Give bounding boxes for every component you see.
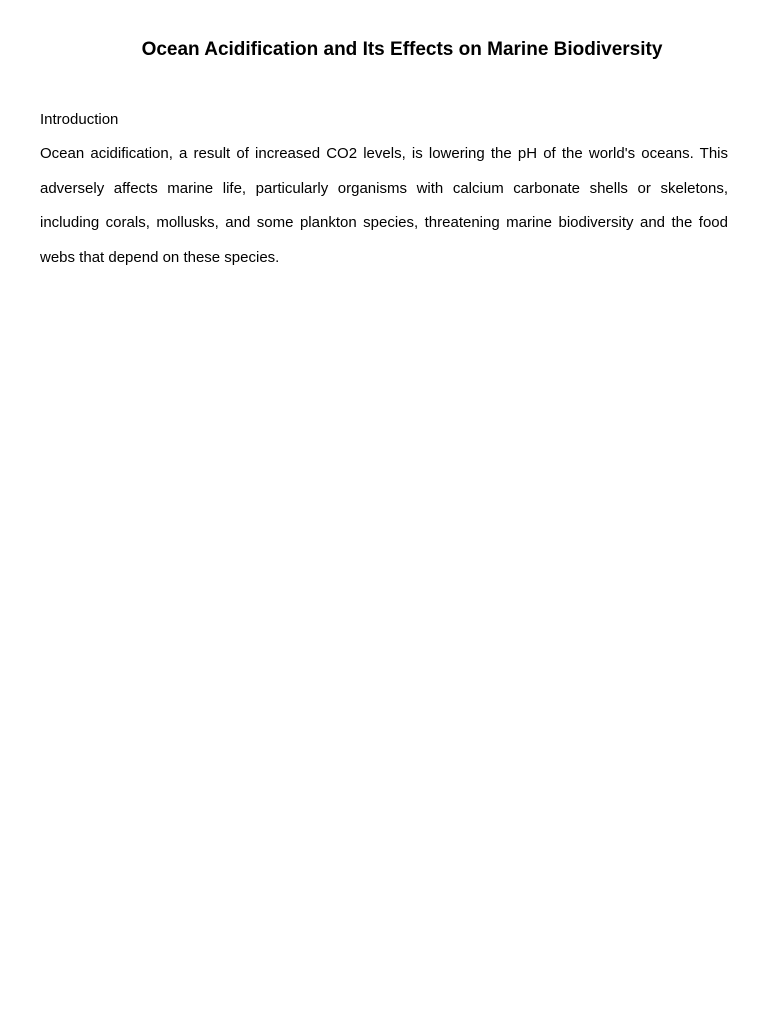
- section-heading-introduction: Introduction: [40, 111, 119, 128]
- document-title: Ocean Acidification and Its Effects on Marine Biodiversity: [141, 39, 663, 60]
- section-paragraph-introduction: Ocean acidification, a result of increased CO2 levels, is lowering the pH of the world's oceans. This adversely affects marine life, particularly organisms with calcium carbonate shells or skeletons, including corals, mollusks, and some plankton species, threatening marine biodiversity and the food webs that depend on these species.: [40, 145, 728, 266]
